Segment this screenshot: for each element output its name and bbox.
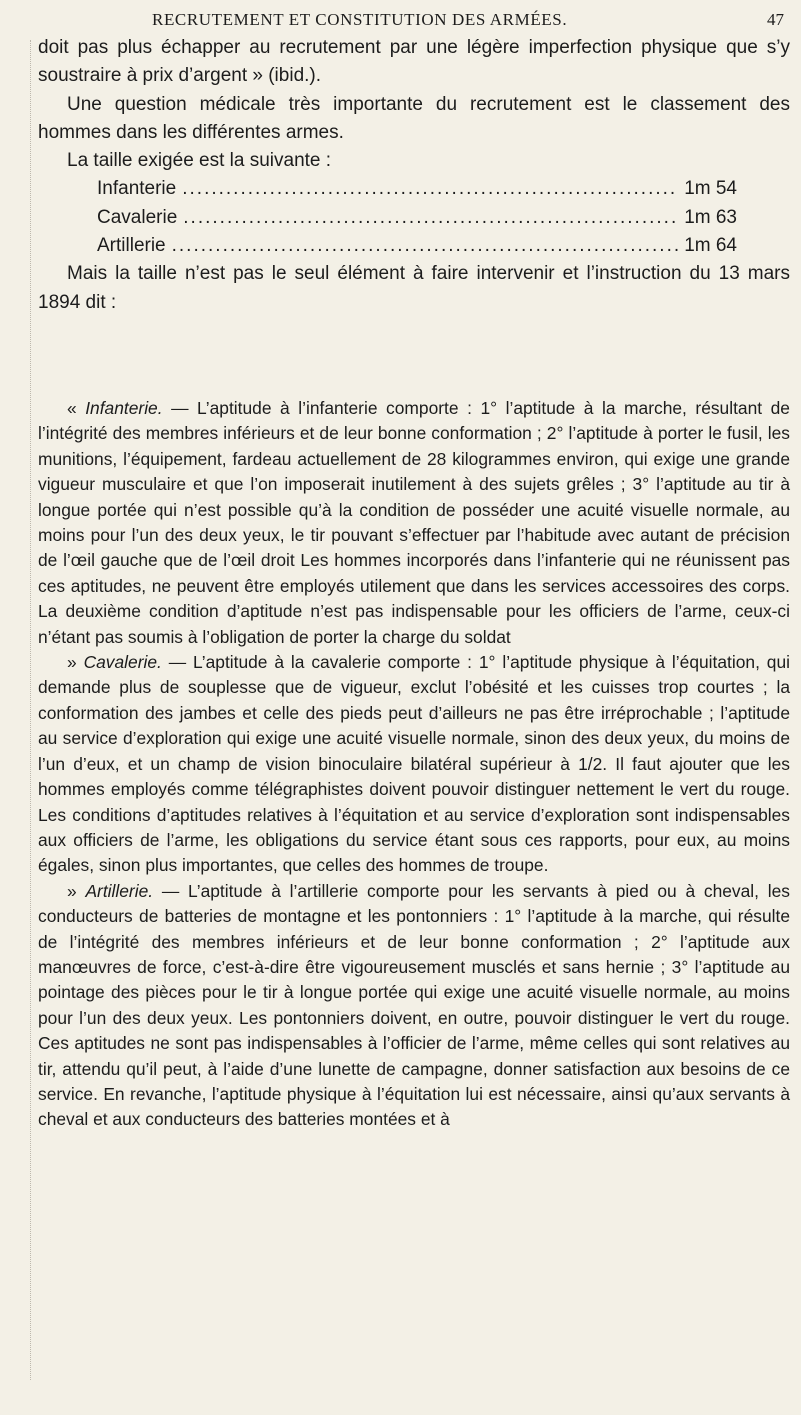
size-height: 1m 54 bbox=[684, 178, 737, 200]
page-number: 47 bbox=[767, 10, 784, 29]
size-arm: Infanterie bbox=[97, 178, 177, 200]
paragraph-size-intro: La taille exigée est la suivante : bbox=[67, 150, 332, 172]
text-infanterie: — L’aptitude à l’infanterie comporte : 1° l’aptitude à la marche, résultant de l’intégrité des membres inférieurs et de leur bonne conformation ; 2° l’aptitude à porter le fusil, les munitions, l’équipement, fardeau actuellement de 28 kilogrammes environ, qui exige une grande vigueur musculaire et que l’on imposerait inutilement à des sujets grêles ; 3° l’aptitude au tir à longue portée qui n’est possible qu’à la condition de posséder une acuité visuelle normale, au moins pour l’un des deux yeux, le tir pouvant s’effectuer par l’habitude avec autant de précision de l’œil gauche que de l’œil droit Les hommes incorporés dans l’infanterie qui ne réunissent pas ces aptitudes, ne peuvent être employés utilement que dans les services accessoires des corps. La deuxième condition d’aptitude n’est pas indispensable pour les officiers de l’arme, ceux-ci n’étant pas soumis à l’obligation de porter la charge du soldat bbox=[38, 398, 790, 647]
label-infanterie: Infanterie. bbox=[85, 398, 163, 418]
size-height: 1m 63 bbox=[684, 206, 737, 228]
paragraph-transition: Mais la taille n’est pas le seul élément à faire intervenir et l’instruction du 13 mars 1894 dit : bbox=[38, 263, 790, 313]
text-cavalerie: — L’aptitude à la cavalerie comporte : 1° l’aptitude physique à l’équitation, qui demande plus de souplesse que de vigueur, exclut l’obésité et les cuisses trop courtes ; la conformation des jambes et celle des pieds peut d’ailleurs ne pas être irréprochable ; l’aptitude au service d’exploration qui exige une acuité visuelle normale, sinon des deux yeux, du moins de l’un d’eux, et un champ de vision binoculaire bilatéral supérieur à 1/2. Il faut ajouter que les hommes employés comme télégraphistes doivent pouvoir distinguer nettement le vert du rouge. Les conditions d’aptitudes relatives à l’équitation et au service d’exploration sont indispensables aux officiers de l’arme, les obligations du service étant sous ces rapports, pour eux, au moins égales, sinon plus importantes, que celles des hommes de troupe. bbox=[38, 652, 790, 876]
size-arm: Cavalerie bbox=[97, 206, 178, 228]
quoted-instruction bbox=[38, 396, 790, 1133]
running-title: RECRUTEMENT ET CONSTITUTION DES ARMÉES. bbox=[152, 10, 568, 29]
quote-infanterie: « Infanterie. — L’aptitude à l’infanterie comporte : 1° l’aptitude à la marche, résultant de l’intégrité des membres inférieurs et de leur bonne conformation ; 2° l’aptitude à porter le fusil, les munitions, l’équipement, fardeau actuellement de 28 kilogrammes environ, qui exige une grande vigueur musculaire et que l’on imposerait inutilement à des sujets grêles ; 3° l’aptitude au tir à longue portée qui n’est possible qu’à la condition de posséder une acuité visuelle normale, au moins pour l’un des deux yeux, le tir pouvant s’effectuer par l’habitude avec autant de précision de l’œil gauche que de l’œil droit Les hommes incorporés dans l’infanterie qui ne réunissent pas ces aptitudes, ne peuvent être employés utilement que dans les services accessoires des corps. La deuxième condition d’aptitude n’est pas indispensable pour les officiers de l’arme, ceux-ci n’étant pas soumis à l’obligation de porter la charge du soldat bbox=[38, 398, 790, 647]
dot-leader bbox=[182, 175, 678, 203]
size-height: 1m 64 bbox=[684, 235, 737, 257]
size-row bbox=[97, 232, 737, 260]
paragraph-classification: Une question médicale très importante du recrutement est le classement des hommes dans les différentes armes. bbox=[38, 93, 790, 143]
size-table bbox=[97, 175, 737, 260]
quote-cavalerie: » Cavalerie. — L’aptitude à la cavalerie comporte : 1° l’aptitude physique à l’équitation, qui demande plus de souplesse que de vigueur, exclut l’obésité et les cuisses trop courtes ; la conformation des jambes et celle des pieds peut d’ailleurs ne pas être irréprochable ; l’aptitude au service d’exploration qui exige une acuité visuelle normale, sinon des deux yeux, du moins de l’un d’eux, et un champ de vision binoculaire bilatéral supérieur à 1/2. Il faut ajouter que les hommes employés comme télégraphistes doivent pouvoir distinguer nettement le vert du rouge. Les conditions d’aptitudes relatives à l’équitation et au service d’exploration sont indispensables aux officiers de l’arme, les obligations du service étant sous ces rapports, pour eux, au moins égales, sinon plus importantes, que celles des hommes de troupe. bbox=[38, 652, 790, 876]
label-artillerie: Artillerie. bbox=[85, 880, 154, 901]
size-row bbox=[97, 204, 737, 232]
main-text bbox=[38, 34, 790, 317]
binding-margin bbox=[30, 40, 35, 1380]
page-header bbox=[40, 10, 790, 36]
size-arm: Artillerie bbox=[97, 235, 166, 257]
quote-artillerie: » Artillerie. — L’aptitude à l’artillerie comporte pour les servants à pied ou à cheval, les conducteurs de batteries de montagne et les pontonniers : 1° l’aptitude à la marche, qui résulte de l’intégrité des membres inférieurs et de leur bonne conformation ; 2° l’aptitude aux manœuvres de force, c’est-à-dire être vigoureusement musclés et sans hernie ; 3° l’aptitude au pointage des pièces pour le tir à longue portée qui exige une acuité visuelle normale, au moins pour l’un des deux yeux. Les pontonniers doivent, en outre, pouvoir distinguer le vert du rouge. Ces aptitudes ne sont pas indispensables à l’officier de l’arme, même celles qui sont relatives au tir, attendu qu’il peut, à l’aide d’une lunette de campagne, donner satisfaction aux besoins de ce service. En revanche, l’aptitude physique à l’équitation lui est nécessaire, ainsi qu’aux servants à cheval et aux conducteurs des batteries montées et à bbox=[38, 880, 790, 1130]
paragraph-continuation: doit pas plus échapper au recrutement par une légère imperfection physique que s’y soustraire à prix d’argent » (ibid.). bbox=[38, 37, 790, 87]
dot-leader bbox=[183, 204, 678, 232]
text-artillerie: — L’aptitude à l’artillerie comporte pour les servants à pied ou à cheval, les conducteurs de batteries de montagne et les pontonniers : 1° l’aptitude à la marche, qui résulte de l’intégrité des membres inférieurs et de leur bonne conformation ; 2° l’aptitude aux manœuvres de force, c’est-à-dire être vigoureusement musclés et sans hernie ; 3° l’aptitude au pointage des pièces pour le tir à longue portée qui exige une acuité visuelle normale, au moins pour l’un des deux yeux. Les pontonniers doivent, en outre, pouvoir distinguer le vert du rouge. Ces aptitudes ne sont pas indispensables à l’officier de l’arme, même celles qui sont relatives au tir, attendu qu’il peut, à l’aide d’une lunette de campagne, donner satisfaction aux besoins de ce service. En revanche, l’aptitude physique à l’équitation lui est nécessaire, ainsi qu’aux servants à cheval et aux conducteurs des batteries montées et à bbox=[38, 880, 790, 1130]
dot-leader bbox=[172, 232, 679, 260]
label-cavalerie: Cavalerie. bbox=[83, 652, 162, 673]
size-row bbox=[97, 175, 737, 203]
